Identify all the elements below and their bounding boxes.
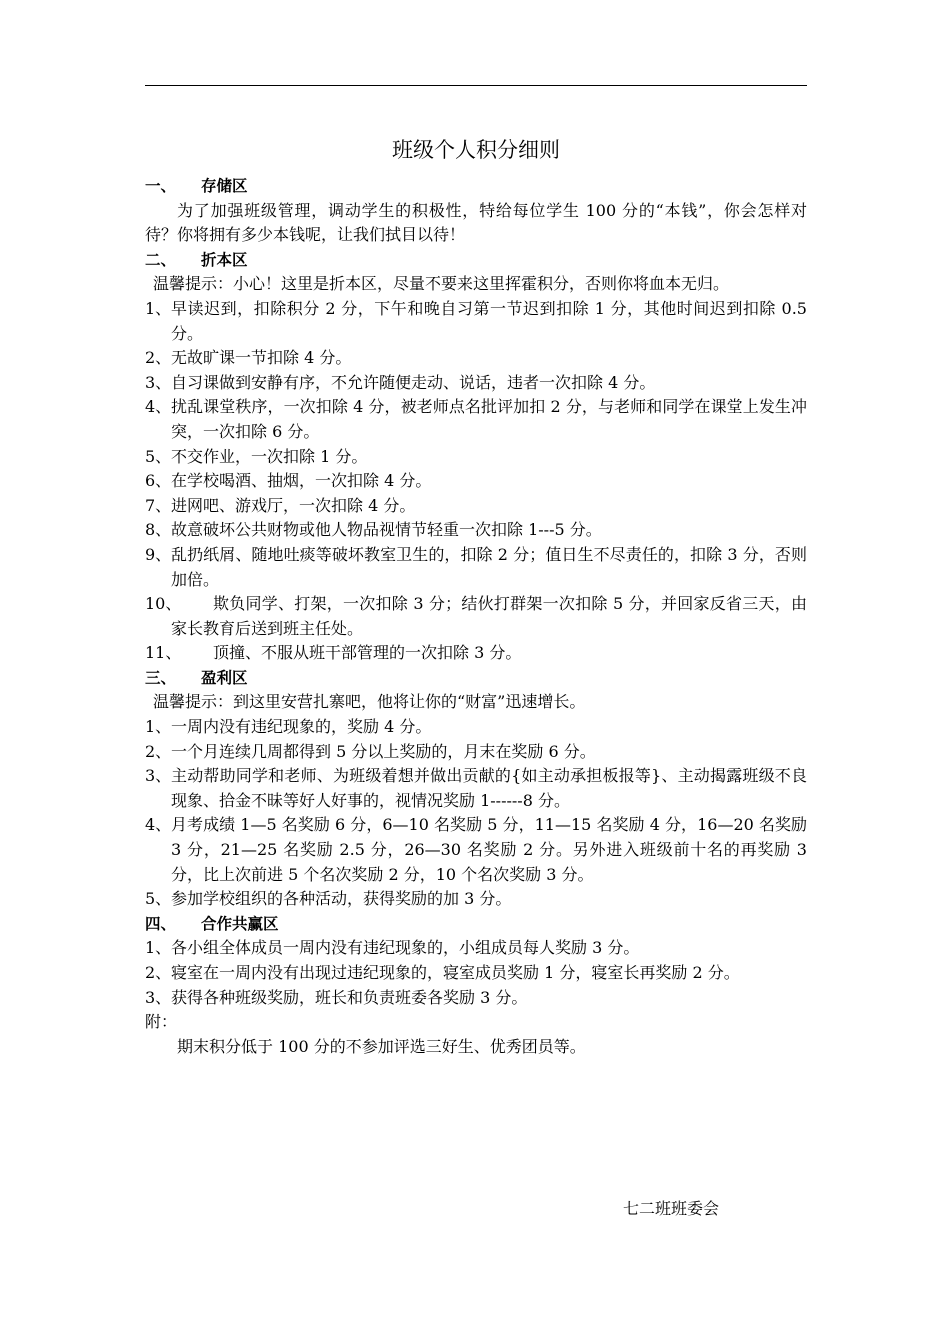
section-heading	[145, 666, 807, 691]
section-name: 合作共赢区	[201, 914, 279, 933]
list-item-index: 3、	[145, 372, 172, 392]
list-item	[145, 986, 807, 1011]
document-body	[145, 174, 807, 1059]
list-item	[145, 469, 807, 494]
list-item-index: 8、	[145, 520, 172, 540]
document-title: 班级个人积分细则	[392, 138, 560, 162]
list-item-text: 在学校喝酒、抽烟，一次扣除 4 分。	[171, 471, 432, 491]
list-item-text: 不交作业，一次扣除 1 分。	[171, 446, 368, 466]
appendix-text: 期末积分低于 100 分的不参加评选三好生、优秀团员等。	[177, 1036, 586, 1056]
list-item-text: 无故旷课一节扣除 4 分。	[171, 348, 352, 368]
list-item-text: 各小组全体成员一周内没有违纪现象的，小组成员每人奖励 3 分。	[171, 938, 640, 958]
list-item-index: 1、	[145, 938, 172, 958]
list-item-index: 1、	[145, 717, 172, 737]
list-item	[145, 936, 807, 961]
section-name: 折本区	[201, 250, 248, 269]
section-name: 盈利区	[201, 668, 248, 687]
list-item-index: 2、	[145, 741, 172, 761]
list-item-text: 自习课做到安静有序，不允许随便走动、说话，违者一次扣除 4 分。	[171, 372, 656, 392]
signature: 七二班班委会	[623, 1199, 720, 1218]
list-item-text: 主动帮助同学和老师、为班级着想并做出贡献的{如主动承担板报等}、主动揭露班级不良现象、拾金不昧等好人好事的，视情况奖励 1------8 分。	[171, 766, 807, 810]
section-number: 三、	[145, 668, 177, 687]
list-item-text: 乱扔纸屑、随地吐痰等破坏教室卫生的，扣除 2 分；值日生不尽责任的，扣除 3 分，否则加倍。	[171, 544, 807, 589]
list-item-index: 3、	[145, 987, 172, 1007]
list-item	[145, 371, 807, 396]
list-item-text: 月考成绩 1—5 名奖励 6 分，6—10 名奖励 5 分，11—15 名奖励 4 分，16—20 名奖励 3 分，21—25 名奖励 2.5 分，26—30 名奖励 2 分。另外进入班级前十名的再奖励 3 分，比上次前进 5 个名次奖励 2 分，10 个名次奖励 3 分。	[171, 815, 807, 884]
list-item-text: 欺负同学、打架，一次扣除 3 分；结伙打群架一次扣除 5 分，并回家反省三天，由家长教育后送到班主任处。	[171, 594, 807, 638]
list-item-index: 2、	[145, 348, 172, 368]
list-item	[145, 494, 807, 519]
list-item-text: 顶撞、不服从班干部管理的一次扣除 3 分。	[213, 643, 522, 663]
list-item	[145, 764, 807, 813]
section-tip: 温馨提示：到这里安营扎寨吧，他将让你的“财富”迅速增长。	[153, 692, 586, 712]
section-number: 一、	[145, 177, 177, 195]
list-item-text: 参加学校组织的各种活动，获得奖励的加 3 分。	[171, 889, 512, 909]
list-item-index: 7、	[145, 495, 172, 515]
list-item-index: 4、	[145, 397, 172, 417]
list-item	[145, 346, 807, 371]
list-item-index: 2、	[145, 963, 172, 982]
section-heading	[145, 174, 807, 199]
list-item-text: 故意破坏公共财物或他人物品视情节轻重一次扣除 1---5 分。	[171, 520, 602, 540]
list-item	[145, 445, 807, 470]
list-item	[145, 395, 807, 444]
list-item	[145, 297, 807, 346]
section-name: 存储区	[201, 177, 248, 195]
list-item	[145, 543, 807, 592]
list-item-index: 4、	[145, 815, 172, 835]
section-tip: 温馨提示：小心！这里是折本区，尽量不要来这里挥霍积分，否则你将血本无归。	[153, 274, 730, 294]
list-item-text: 一个月连续几周都得到 5 分以上奖励的，月末在奖励 6 分。	[171, 741, 596, 761]
list-item	[145, 592, 807, 641]
list-item-index: 3、	[145, 766, 172, 786]
header-rule	[145, 85, 807, 86]
list-item	[145, 887, 807, 912]
list-item-text: 进网吧、游戏厅，一次扣除 4 分。	[171, 495, 416, 515]
list-item	[145, 715, 807, 740]
list-item	[145, 518, 807, 543]
section-heading	[145, 912, 807, 937]
list-item	[145, 740, 807, 765]
list-item-text: 获得各种班级奖励，班长和负责班委各奖励 3 分。	[171, 987, 528, 1007]
list-item-index: 5、	[145, 889, 172, 909]
list-item-index: 6、	[145, 471, 172, 491]
list-item-index: 10、	[145, 594, 182, 614]
list-item-index: 11、	[145, 643, 182, 663]
list-item-index: 1、	[145, 298, 172, 318]
list-item-text: 早读迟到，扣除积分 2 分，下午和晚自习第一节迟到扣除 1 分，其他时间迟到扣除 0.5 分。	[171, 298, 807, 343]
section-intro: 为了加强班级管理，调动学生的积极性，特给每位学生 100 分的“本钱”，你会怎样对待？你将拥有多少本钱呢，让我们拭目以待！	[145, 200, 807, 245]
appendix-label: 附：	[145, 1012, 178, 1032]
list-item-index: 5、	[145, 446, 172, 466]
list-item-text: 寝室在一周内没有出现过违纪现象的，寝室成员奖励 1 分，寝室长再奖励 2 分。	[171, 963, 740, 982]
section-heading	[145, 248, 807, 273]
list-item	[145, 813, 807, 887]
list-item	[145, 641, 807, 666]
list-item	[145, 961, 807, 986]
section-number: 二、	[145, 250, 177, 269]
list-item-text: 一周内没有违纪现象的，奖励 4 分。	[171, 717, 432, 737]
list-item-text: 扰乱课堂秩序，一次扣除 4 分，被老师点名批评加扣 2 分，与老师和同学在课堂上发生冲突，一次扣除 6 分。	[171, 397, 807, 441]
section-number: 四、	[145, 914, 177, 933]
list-item-index: 9、	[145, 544, 172, 564]
